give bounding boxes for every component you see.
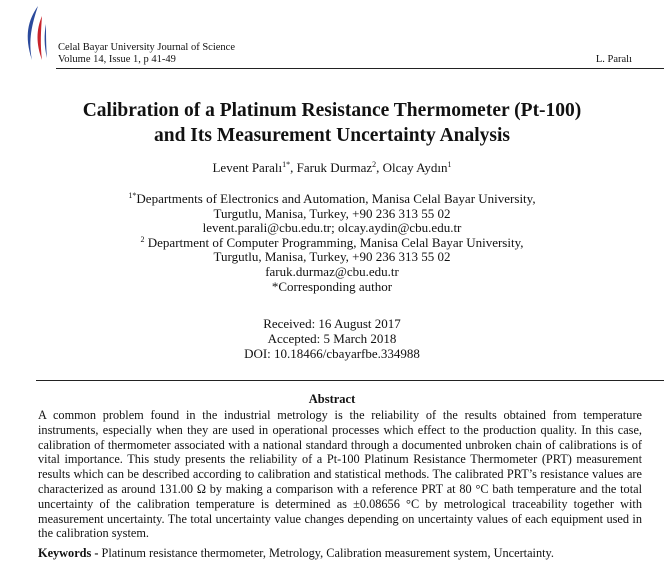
running-author: L. Paralı	[595, 54, 632, 65]
doi: DOI: 10.18466/cbayarfbe.334988	[244, 346, 420, 361]
author-sup: 1	[447, 160, 452, 169]
logo-blue-stroke-icon	[28, 6, 38, 60]
affiliations	[0, 192, 664, 294]
title-line-2: and Its Measurement Uncertainty Analysis	[153, 125, 511, 146]
paper-title	[0, 98, 664, 148]
accepted-date: Accepted: 5 March 2018	[267, 331, 397, 346]
keywords-text: Platinum resistance thermometer, Metrology, Calibration measurement system, Uncertainty.	[101, 546, 554, 560]
volume-info: Volume 14, Issue 1, p 41-49	[58, 54, 176, 65]
affiliation-2-email: faruk.durmaz@cbu.edu.tr	[265, 263, 399, 279]
abstract-text: A common problem found in the industrial metrology is the reliability of the results obtained from temperature instruments, especially when they are used in operational processes which effect to the production quality. In this case, calibration of thermometer associated with a national standard through a documented unbroken chain of calibrations is of vital importance. This study presents the reliability of a Pt-100 Platinum Resistance Thermometer (PRT) measurement results which can be described according to calibration and statistical methods. The calibrated PRT’s resistance values are characterized as around 131.00 Ω by making a comparison with a reference PRT at 80 °C bath temperature and the total uncertainty of the calibration temperature is determined as ±0.08656 °C by metrological traceability together with measurement uncertainty. The total uncertainty value changes depending on uncertainty values of each equipment used in the calibration system.	[38, 408, 642, 541]
author-sup: 2	[372, 160, 377, 169]
author-name: Faruk Durmaz	[296, 160, 373, 175]
logo-blue-thin-icon	[45, 24, 47, 58]
author-name: Olcay Aydın	[382, 160, 448, 175]
affiliation-2-line-2: Turgutlu, Manisa, Turkey, +90 236 313 55 02	[213, 249, 451, 265]
affiliation-sup: 2	[140, 234, 145, 244]
affiliation-1-emails: levent.parali@cbu.edu.tr; olcay.aydin@cbu.edu.tr	[202, 220, 462, 236]
author-list	[0, 160, 664, 176]
publication-dates	[0, 316, 664, 361]
title-line-1: Calibration of a Platinum Resistance Thermometer (Pt-100)	[82, 100, 582, 121]
keywords	[38, 546, 648, 560]
corresponding-author-note: *Corresponding author	[271, 278, 393, 294]
keywords-label: Keywords -	[38, 546, 102, 560]
author-name: Levent Paralı	[212, 160, 283, 175]
author-sup: 1*	[282, 160, 291, 169]
affiliation-1-line-1: $^{1*}$Departments of Electronics and Automation, Manisa Celal Bayar University,	[128, 191, 536, 206]
abstract-heading: Abstract	[308, 392, 356, 406]
journal-header	[58, 42, 235, 66]
abstract-divider	[36, 380, 664, 381]
journal-name: Celal Bayar University Journal of Science	[58, 42, 235, 53]
logo-red-stroke-icon	[38, 16, 43, 60]
author-separator: ,	[376, 160, 383, 175]
journal-logo-icon	[22, 4, 52, 64]
affiliation-1-line-2: Turgutlu, Manisa, Turkey, +90 236 313 55 02	[213, 205, 451, 221]
affiliation-sup: 1*	[128, 191, 137, 200]
header-divider	[56, 68, 664, 69]
received-date: Received: 16 August 2017	[263, 316, 401, 331]
author-separator: ,	[290, 160, 297, 175]
affiliation-2-line-1: $^2$ Department of Computer Programming, Manisa Celal Bayar University,	[140, 234, 524, 250]
